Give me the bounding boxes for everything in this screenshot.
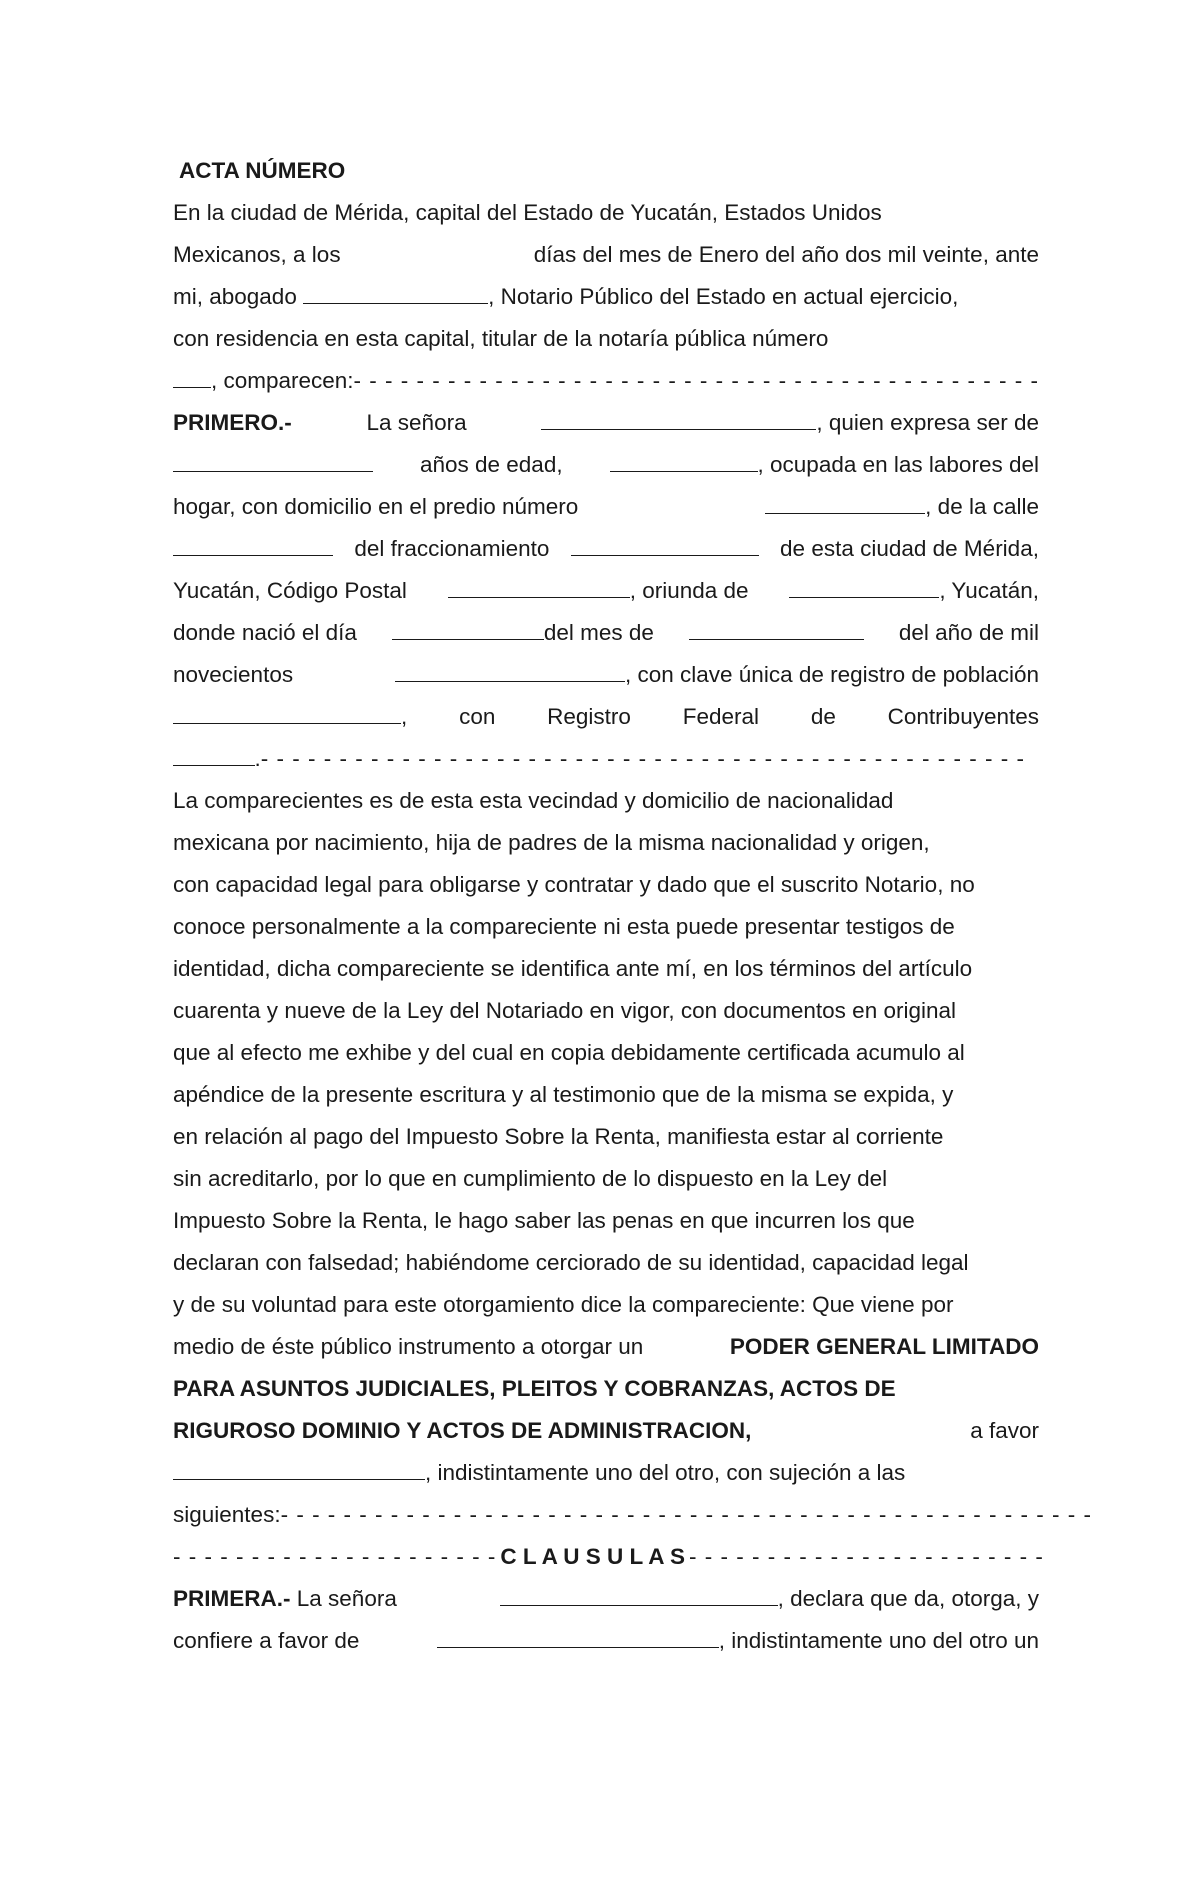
text-line xyxy=(173,780,1039,822)
document-page xyxy=(173,150,1093,1662)
text: medio de éste público instrumento a otorgar un xyxy=(173,1334,644,1359)
text: del fraccionamiento xyxy=(354,536,550,561)
text-line xyxy=(173,1158,1039,1200)
document-heading: ACTA NÚMERO xyxy=(179,158,346,183)
clausulas-heading: C L A U S U L A S xyxy=(500,1544,685,1569)
dash-filler: - - - - - - - - - - - - - - - - - - - - - - - - - - - - - - - - - - - - - - - - - - - - - - - - - - - - xyxy=(280,1502,1093,1527)
text: de esta ciudad de Mérida, xyxy=(780,536,1039,561)
text: y de su voluntad para este otorgamiento dice la compareciente: Que viene por xyxy=(173,1292,954,1317)
text-line xyxy=(173,192,1039,234)
text: días del mes de Enero del año dos mil veinte, ante xyxy=(533,242,1039,267)
text: años de edad, xyxy=(419,452,563,477)
text-line xyxy=(173,1200,1039,1242)
text: Registro xyxy=(547,704,631,729)
text: Yucatán, Código Postal xyxy=(173,578,407,603)
text: La comparecientes es de esta esta vecindad y domicilio de nacionalidad xyxy=(173,788,894,813)
text-line xyxy=(173,1074,1039,1116)
blank-field[interactable] xyxy=(303,281,488,304)
text: hogar, con domicilio en el predio número xyxy=(173,494,579,519)
text-line xyxy=(173,654,1039,696)
text: Impuesto Sobre la Renta, le hago saber las penas en que incurren los que xyxy=(173,1208,915,1233)
text: , comparecen: xyxy=(210,368,354,393)
dash-filler: - - - - - - - - - - - - - - - - - - - - - xyxy=(173,1544,497,1569)
blank-field[interactable] xyxy=(173,365,211,388)
text: con capacidad legal para obligarse y contratar y dado que el suscrito Notario, no xyxy=(173,872,975,897)
text-line xyxy=(173,1116,1039,1158)
text: , indistintamente uno del otro, con sujeción a las xyxy=(425,1460,906,1485)
text: cuarenta y nueve de la Ley del Notariado en vigor, con documentos en original xyxy=(173,998,957,1023)
blank-field[interactable] xyxy=(765,491,925,514)
blank-field[interactable] xyxy=(541,407,816,430)
text: a favor xyxy=(970,1418,1039,1443)
blank-field[interactable] xyxy=(448,575,630,598)
blank-field[interactable] xyxy=(173,701,401,724)
text: del año de mil xyxy=(898,620,1039,645)
text: En la ciudad de Mérida, capital del Estado de Yucatán, Estados Unidos xyxy=(173,200,882,225)
text-line xyxy=(173,570,1039,612)
blank-field[interactable] xyxy=(392,617,544,640)
text-line xyxy=(173,822,1039,864)
text: , indistintamente uno del otro un xyxy=(718,1628,1039,1653)
text-line xyxy=(173,1494,1093,1536)
text: novecientos xyxy=(173,662,294,687)
text: , ocupada en las labores del xyxy=(757,452,1039,477)
blank-field[interactable] xyxy=(395,659,625,682)
text-line xyxy=(173,990,1039,1032)
dash-filler: - - - - - - - - - - - - - - - - - - - - - - - xyxy=(688,1544,1044,1569)
text: Contribuyentes xyxy=(887,704,1039,729)
text-line xyxy=(173,444,1039,486)
text: donde nació el día xyxy=(173,620,357,645)
bold-text: PARA ASUNTOS JUDICIALES, PLEITOS Y COBRANZAS, ACTOS DE xyxy=(173,1376,896,1401)
dash-filler: - - - - - - - - - - - - - - - - - - - - - - - - - - - - - - - - - - - - - - - - - - - - - - - - - xyxy=(260,746,1025,771)
text: mi, abogado xyxy=(173,284,297,309)
text: apéndice de la presente escritura y al testimonio que de la misma se expida, y xyxy=(173,1082,954,1107)
dash-filler: - - - - - - - - - - - - - - - - - - - - - - - - - - - - - - - - - - - - - - - - - - - - xyxy=(353,368,1039,393)
text: , Yucatán, xyxy=(939,578,1039,603)
text: Federal xyxy=(682,704,760,729)
text-line xyxy=(173,864,1039,906)
text-line xyxy=(173,1410,1039,1452)
text: identidad, dicha compareciente se identifica ante mí, en los términos del artículo xyxy=(173,956,973,981)
text: La señora xyxy=(296,1586,397,1611)
bold-text: PODER GENERAL LIMITADO xyxy=(729,1334,1039,1359)
text: que al efecto me exhibe y del cual en copia debidamente certificada acumulo al xyxy=(173,1040,965,1065)
blank-field[interactable] xyxy=(789,575,939,598)
text-line xyxy=(173,1326,1039,1368)
text-line xyxy=(173,1578,1039,1620)
text-line xyxy=(173,906,1039,948)
text: declaran con falsedad; habiéndome cerciorado de su identidad, capacidad legal xyxy=(173,1250,969,1275)
text-line xyxy=(173,360,1039,402)
text: en relación al pago del Impuesto Sobre la Renta, manifiesta estar al corriente xyxy=(173,1124,944,1149)
bold-text-group xyxy=(173,1410,915,1452)
text: con xyxy=(459,704,496,729)
text: La señora xyxy=(366,410,467,435)
text-line xyxy=(173,1452,1039,1494)
text: . xyxy=(254,746,261,771)
text-line xyxy=(173,1368,1039,1410)
text: de xyxy=(810,704,836,729)
blank-field[interactable] xyxy=(689,617,864,640)
text: , con clave única de registro de población xyxy=(624,662,1039,687)
text: sin acreditarlo, por lo que en cumplimiento de lo dispuesto en la Ley del xyxy=(173,1166,888,1191)
text-line xyxy=(173,1620,1039,1662)
text-line xyxy=(173,234,1039,276)
blank-field[interactable] xyxy=(173,449,373,472)
blank-field[interactable] xyxy=(571,533,759,556)
text-line xyxy=(173,1536,1044,1578)
text: , quien expresa ser de xyxy=(816,410,1039,435)
text-line xyxy=(173,318,1039,360)
section-label: PRIMERA.- xyxy=(173,1586,291,1611)
text: , oriunda de xyxy=(629,578,749,603)
text-line xyxy=(173,948,1039,990)
section-label: PRIMERO.- xyxy=(173,410,292,435)
text: mexicana por nacimiento, hija de padres de la misma nacionalidad y origen, xyxy=(173,830,930,855)
text: del mes de xyxy=(543,620,654,645)
text: , Notario Público del Estado en actual ejercicio, xyxy=(488,284,959,309)
text-line xyxy=(173,1242,1039,1284)
text-line xyxy=(173,738,1039,780)
text-line xyxy=(173,528,1039,570)
blank-field[interactable] xyxy=(173,1457,425,1480)
text-line xyxy=(173,1032,1039,1074)
blank-field[interactable] xyxy=(500,1583,778,1606)
text-line xyxy=(173,696,1039,738)
text: conoce personalmente a la compareciente ni esta puede presentar testigos de xyxy=(173,914,955,939)
text: confiere a favor de xyxy=(173,1628,360,1653)
blank-field[interactable] xyxy=(610,449,758,472)
text: Mexicanos, a los xyxy=(173,242,341,267)
text: , declara que da, otorga, y xyxy=(777,1586,1039,1611)
text-line xyxy=(173,612,1039,654)
blank-field[interactable] xyxy=(173,533,333,556)
text-line xyxy=(173,402,1039,444)
blank-field[interactable] xyxy=(173,743,255,766)
text: , de la calle xyxy=(925,494,1039,519)
text-line xyxy=(173,1284,1039,1326)
text: con residencia en esta capital, titular de la notaría pública número xyxy=(173,326,829,351)
text-line xyxy=(173,276,1039,318)
text-line xyxy=(173,486,1039,528)
bold-text: RIGUROSO DOMINIO Y ACTOS DE ADMINISTRACION, xyxy=(173,1418,752,1443)
blank-field[interactable] xyxy=(437,1625,719,1648)
text: siguientes: xyxy=(173,1502,281,1527)
text: , xyxy=(401,704,408,729)
